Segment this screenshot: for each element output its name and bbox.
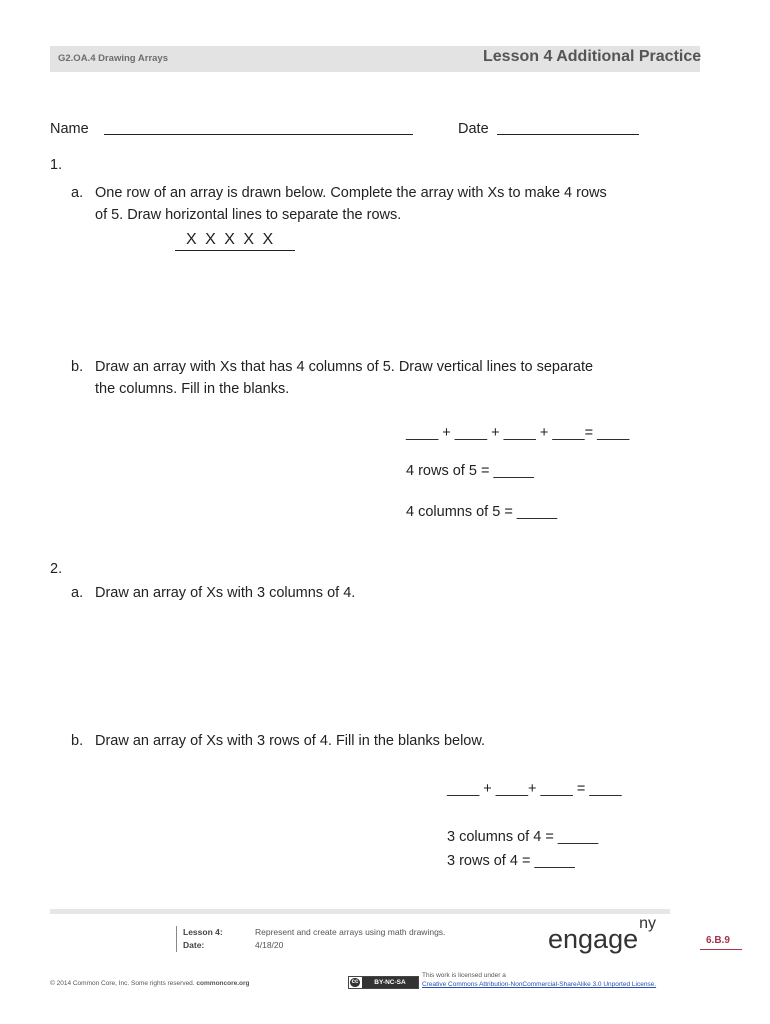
date-label: Date <box>458 121 489 137</box>
lesson-title: Lesson 4 Additional Practice <box>483 48 702 65</box>
page-number-underline <box>700 949 742 950</box>
q2a-instruction: Draw an array of Xs with 3 columns of 4. <box>95 585 356 601</box>
q1b-rows-blank[interactable]: 4 rows of 5 = _____ <box>406 463 534 479</box>
cc-badge-text: BY-NC-SA <box>362 977 418 988</box>
license-intro: This work is licensed under a <box>422 972 506 979</box>
q1b-instruction-line1: Draw an array with Xs that has 4 columns of 5. Draw vertical lines to separate <box>95 359 594 375</box>
q2a-marker: a. <box>71 585 84 601</box>
q1b-marker: b. <box>71 359 84 375</box>
license-link[interactable]: Creative Commons Attribution-NonCommercial-ShareAlike 3.0 Unported License. <box>422 981 657 988</box>
copyright-site[interactable]: commoncore.org <box>196 980 250 987</box>
name-field[interactable] <box>104 134 413 135</box>
q2b-columns-blank[interactable]: 3 columns of 4 = _____ <box>447 829 599 845</box>
q2b-addition-blanks[interactable]: ____ + ____+ ____ = ____ <box>447 781 622 797</box>
name-label: Name <box>50 121 89 137</box>
copyright-notice <box>50 980 250 987</box>
q2b-instruction: Draw an array of Xs with 3 rows of 4. Fill in the blanks below. <box>95 733 486 749</box>
page-number: 6.B.9 <box>706 935 730 946</box>
q1b-drawing-area[interactable] <box>95 410 385 540</box>
q2b-drawing-area[interactable] <box>95 760 425 880</box>
q2a-drawing-area[interactable] <box>95 610 655 720</box>
standard-code: G2.OA.4 Drawing Arrays <box>58 53 168 64</box>
footer-date-value: 4/18/20 <box>255 940 284 950</box>
cc-icon: cc <box>351 979 359 985</box>
footer-divider <box>176 926 177 952</box>
q2b-marker: b. <box>71 733 84 749</box>
q1a-array-row: X X X X X <box>186 231 276 248</box>
date-field[interactable] <box>497 134 639 135</box>
q1a-instruction-line1: One row of an array is drawn below. Complete the array with Xs to make 4 rows <box>95 185 607 201</box>
brand-name: engage <box>548 924 639 954</box>
cc-license-badge[interactable] <box>348 976 419 989</box>
engageny-logo <box>548 915 657 955</box>
q1a-instruction-line2: of 5. Draw horizontal lines to separate the rows. <box>95 207 402 223</box>
q1a-drawing-area[interactable] <box>95 260 655 350</box>
footer-lesson-value: Represent and create arrays using math drawings. <box>255 927 446 937</box>
q1b-columns-blank[interactable]: 4 columns of 5 = _____ <box>406 504 558 520</box>
question-2-number: 2. <box>50 561 63 577</box>
q1b-instruction-line2: the columns. Fill in the blanks. <box>95 381 290 397</box>
q1a-marker: a. <box>71 185 84 201</box>
question-1-number: 1. <box>50 157 63 173</box>
copyright-text: © 2014 Common Core, Inc. Some rights reserved. <box>50 980 195 987</box>
footer-lesson-label: Lesson 4: <box>183 927 223 937</box>
q1b-addition-blanks[interactable]: ____ + ____ + ____ + ____= ____ <box>406 425 630 441</box>
q1a-array-underline <box>175 250 295 251</box>
q2b-rows-blank[interactable]: 3 rows of 4 = _____ <box>447 853 575 869</box>
brand-superscript: ny <box>639 915 657 932</box>
footer-date-label: Date: <box>183 940 205 950</box>
footer-rule <box>50 909 670 914</box>
